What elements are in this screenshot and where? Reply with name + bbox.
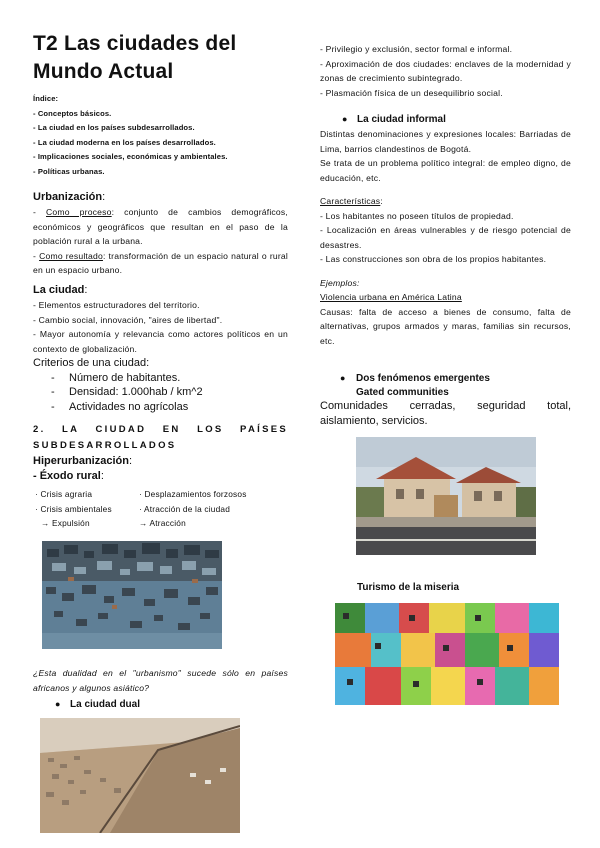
slum-water-image	[42, 541, 222, 649]
informal-section	[320, 127, 571, 348]
emergentes-heading: Dos fenómenos emergentes	[356, 373, 490, 384]
criterio-item: - Densidad: 1.000hab / km^2	[51, 385, 288, 400]
exodo-item: · Desplazamientos forzosos	[139, 489, 247, 499]
exodo-item: → Atracción	[139, 518, 186, 528]
dual-item: - Privilegio y exclusión, sector formal e informal.	[320, 44, 513, 54]
ciudad-item: - Cambio social, innovación, "aires de libertad".	[33, 314, 223, 325]
favela-image	[335, 603, 559, 705]
ejemplos-heading: Ejemplos:	[320, 277, 360, 288]
index-item: - Implicaciones sociales, económicas y ambientales.	[33, 152, 228, 161]
section2	[33, 422, 288, 484]
exodo-heading: - Éxodo rural:	[33, 470, 104, 482]
index-item: - Conceptos básicos.	[33, 108, 112, 118]
bullet-icon: ●	[342, 114, 348, 124]
ciudad-section	[33, 283, 288, 414]
gated-heading: Gated communities	[356, 387, 449, 398]
turismo-heading: Turismo de la miseria	[357, 582, 460, 593]
dual-question: ¿Esta dualidad en el "urbanismo" sucede sólo en países africanos y algunos asiático?	[33, 668, 288, 693]
caract-item: - Las construcciones son obra de los propios habitantes.	[320, 254, 547, 264]
gated-text: Comunidades cerradas, seguridad total, aislamiento, servicios.	[320, 400, 571, 427]
urbanizacion-heading: Urbanización:	[33, 191, 106, 203]
caract-item: - Localización en áreas vulnerables y de riesgo potencial de desastres.	[320, 225, 571, 250]
informal-p2: Se trata de un problema político integral: de empleo digno, de educación, etc.	[320, 158, 571, 183]
ciudad-item: - Mayor autonomía y relevancia como actores políticos en un contexto de globalización.	[33, 329, 288, 354]
dual-city-image	[40, 718, 240, 833]
index-section	[33, 92, 288, 179]
exodo-item: · Crisis agraria	[35, 489, 93, 499]
exodo-left-list	[35, 487, 145, 531]
criterio-item: - Número de habitantes.	[51, 371, 288, 386]
caracteristicas-heading: Características:	[320, 196, 383, 206]
ciudad-item: - Elementos estructuradores del territorio.	[33, 300, 200, 310]
dual-item: - Aproximación de dos ciudades: enclaves de la modernidad y zonas de crecimiento subintegrado.	[320, 58, 571, 83]
index-item: - La ciudad en los países subdesarrollados.	[33, 123, 195, 132]
exodo-item: · Atracción de la ciudad	[139, 503, 231, 514]
exodo-right-list	[139, 487, 289, 531]
bullet-icon: ●	[55, 699, 61, 709]
hiperurbanizacion-heading: Hiperurbanización:	[33, 455, 133, 467]
page-title: T2 Las ciudades del Mundo Actual	[33, 32, 237, 83]
ciudad-informal-heading: La ciudad informal	[357, 114, 446, 125]
section2-heading: 2. LA CIUDAD EN LOS PAÍSES SUBDESARROLLADOS	[33, 424, 288, 451]
dual-item: - Plasmación física de un desequilibrio social.	[320, 87, 503, 98]
urbanizacion-resultado: - Como resultado: transformación de un espacio natural o rural en un espacio urbano.	[33, 250, 289, 275]
urbanizacion-section	[33, 190, 288, 278]
criterio-item: - Actividades no agrícolas	[51, 400, 288, 415]
index-heading: Índice:	[33, 94, 59, 103]
urbanizacion-proceso: - Como proceso: conjunto de cambios demográficos, económicos y geográficos que resultan en el paso de la población rural a la urbana.	[33, 207, 288, 246]
ciudad-heading: La ciudad:	[33, 284, 88, 296]
bullet-icon: ●	[340, 373, 346, 383]
ciudad-dual-heading: La ciudad dual	[70, 699, 141, 710]
index-item: - La ciudad moderna en los países desarrollados.	[33, 137, 216, 147]
criterios-heading: Criterios de una ciudad:	[33, 357, 150, 369]
index-item: - Políticas urbanas.	[33, 166, 105, 176]
informal-p1: Distintas denominaciones y expresiones locales: Barriadas de Lima, barrios clandestinos de Bogotá.	[320, 129, 571, 154]
exodo-item: → Expulsión	[41, 518, 90, 528]
exodo-item: · Crisis ambientales	[35, 503, 112, 514]
causas-text: Causas: falta de acceso a bienes de consumo, falta de alternativas, grupos armados y maras, familias sin recursos, etc.	[320, 306, 571, 346]
gated-community-image	[356, 437, 536, 555]
violencia-link: Violencia urbana en América Latina	[320, 292, 462, 302]
dual-list	[320, 42, 571, 100]
caract-item: - Los habitantes no poseen títulos de propiedad.	[320, 210, 514, 221]
